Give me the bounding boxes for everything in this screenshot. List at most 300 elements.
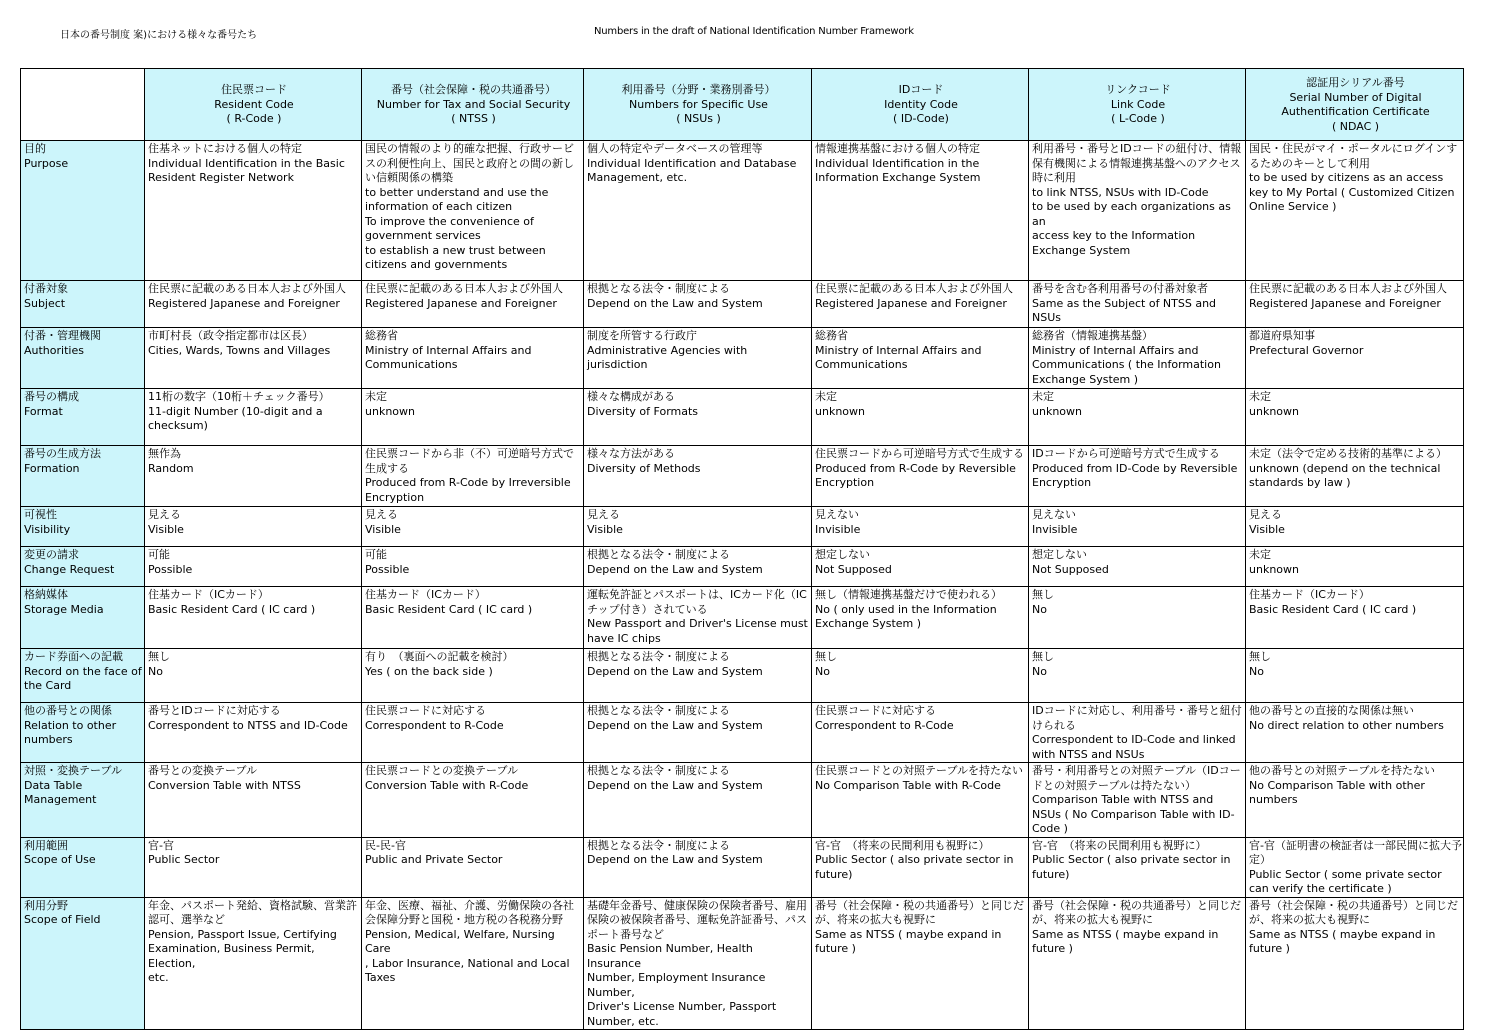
- row-label-japanese: 可視性: [24, 508, 57, 521]
- column-header-code: ( NDAC ): [1331, 119, 1380, 133]
- table-cell: [1246, 446, 1464, 507]
- table-cell: [812, 547, 1029, 587]
- table-cell: [812, 587, 1029, 649]
- cell-text-english: Registered Japanese and Foreigner: [148, 296, 340, 310]
- cell-text-japanese: 無し: [1032, 588, 1054, 601]
- cell-text-english: Visible: [148, 522, 184, 536]
- table-cell: [584, 703, 812, 763]
- table-cell: [1029, 763, 1246, 838]
- table-cell: [1246, 763, 1464, 838]
- table-cell: [1029, 649, 1246, 703]
- table-cell: [584, 837, 812, 897]
- row-label-english: Change Request: [24, 562, 115, 576]
- table-cell: [812, 837, 1029, 897]
- cell-text-english: Same as NTSS ( maybe expand in future ): [1249, 927, 1436, 955]
- cell-text-japanese: 根拠となる法令・制度による: [587, 282, 730, 295]
- cell-text-japanese: IDコードに対応し、利用番号・番号と紐付けられる: [1032, 704, 1242, 732]
- cell-text-japanese: 住民票コードから非（不）可逆暗号方式で生成する: [365, 447, 574, 475]
- cell-text-english: Visible: [365, 522, 401, 536]
- cell-text-english: Basic Resident Card ( IC card ): [1249, 602, 1417, 616]
- row-header: [21, 281, 145, 328]
- table-row: [21, 389, 1464, 446]
- cell-text-japanese: 住民票コードに対応する: [815, 704, 936, 717]
- cell-text-japanese: 未定: [1032, 390, 1054, 403]
- cell-text-english: Yes ( on the back side ): [365, 664, 493, 678]
- table-cell: [812, 649, 1029, 703]
- table-cell: [1246, 389, 1464, 446]
- cell-text-english: Produced from R-Code by Reversible Encryption: [815, 461, 1016, 489]
- cell-text-japanese: 年金、医療、福祉、介護、労働保険の各社会保障分野と国税・地方税の各税務分野: [365, 898, 574, 926]
- row-label-english: Relation to other numbers: [24, 718, 117, 746]
- table-cell: [145, 281, 362, 328]
- cell-text-english: Basic Resident Card ( IC card ): [365, 602, 533, 616]
- cell-text-japanese: 住民票に記載のある日本人および外国人: [1249, 282, 1447, 295]
- cell-text-english: Produced from R-Code by Irreversible Encryption: [365, 476, 571, 504]
- row-label-japanese: 目的: [24, 142, 46, 155]
- cell-text-english: Public Sector ( also private sector in future): [815, 853, 1014, 881]
- cell-text-english: Invisible: [1032, 522, 1078, 536]
- cell-text-english: Ministry of Internal Affairs and Communications: [365, 343, 532, 371]
- cell-text-japanese: 無し: [1249, 650, 1271, 663]
- table-cell: [584, 281, 812, 328]
- table-cell: [584, 897, 812, 1030]
- table-row: [21, 649, 1464, 703]
- cell-text-english: No: [148, 664, 163, 678]
- cell-text-english: Invisible: [815, 522, 861, 536]
- cell-text-japanese: 運転免許証とパスポートは、ICカード化（ICチップ付き）されている: [587, 588, 807, 616]
- cell-text-japanese: 見えない: [815, 508, 859, 521]
- cell-text-japanese: 総務省（情報連携基盤）: [1032, 329, 1153, 342]
- cell-text-english: unknown (depend on the technical standards by law ): [1249, 461, 1441, 489]
- table-cell: [812, 328, 1029, 389]
- cell-text-english: 11-digit Number (10-digit and a checksum): [148, 404, 323, 432]
- cell-text-english: Conversion Table with R-Code: [365, 778, 529, 792]
- row-label-japanese: 変更の請求: [24, 548, 79, 561]
- cell-text-japanese: 官-官 （将来の民間利用も視野に）: [815, 838, 990, 852]
- cell-text-japanese: 想定しない: [815, 548, 870, 561]
- cell-text-english: Depend on the Law and System: [587, 296, 763, 310]
- row-header: [21, 547, 145, 587]
- column-header: [584, 69, 812, 141]
- table-cell: [145, 446, 362, 507]
- table-cell: [1029, 446, 1246, 507]
- cell-text-english: No: [815, 664, 830, 678]
- table-cell: [145, 703, 362, 763]
- cell-text-english: Possible: [148, 562, 193, 576]
- table-cell: [812, 389, 1029, 446]
- column-header-code: ( R-Code ): [226, 112, 282, 126]
- row-header: [21, 446, 145, 507]
- cell-text-japanese: 様々な方法がある: [587, 447, 675, 460]
- row-header: [21, 141, 145, 281]
- table-cell: [1029, 703, 1246, 763]
- cell-text-english: Depend on the Law and System: [587, 562, 763, 576]
- table-cell: [1029, 281, 1246, 328]
- cell-text-english: Registered Japanese and Foreigner: [1249, 296, 1441, 310]
- table-cell: [362, 897, 584, 1030]
- row-label-english: Scope of Use: [24, 853, 96, 866]
- cell-text-japanese: 想定しない: [1032, 548, 1087, 561]
- cell-text-japanese: 無し: [815, 650, 837, 663]
- document-title-japanese: 日本の番号制度 案)における様々な番号たち: [60, 30, 258, 41]
- table-cell: [1029, 897, 1246, 1030]
- column-header-ja: リンクコード: [1105, 83, 1171, 97]
- table-cell: [1246, 141, 1464, 281]
- table-cell: [362, 587, 584, 649]
- table-cell: [145, 328, 362, 389]
- cell-text-japanese: 番号（社会保障・税の共通番号）と同じだが、将来の拡大も視野に: [1032, 898, 1241, 926]
- cell-text-japanese: 未定: [365, 390, 387, 403]
- cell-text-japanese: 根拠となる法令・制度による: [587, 548, 730, 561]
- table-body: [21, 141, 1464, 1030]
- column-header: [145, 69, 362, 141]
- table-cell: [362, 547, 584, 587]
- table-cell: [584, 446, 812, 507]
- cell-text-english: Correspondent to R-Code: [815, 718, 954, 732]
- header-row: [21, 69, 1464, 141]
- row-label-japanese: 利用分野: [24, 898, 68, 912]
- cell-text-english: Public Sector: [148, 853, 220, 866]
- cell-text-english: Same as NTSS ( maybe expand in future ): [815, 927, 1002, 955]
- cell-text-japanese: 根拠となる法令・制度による: [587, 704, 730, 717]
- column-header-en: Link Code: [1110, 97, 1166, 111]
- cell-text-english: Basic Resident Card ( IC card ): [148, 602, 316, 616]
- column-header: [1029, 69, 1246, 141]
- table-cell: [1246, 281, 1464, 328]
- table-row: [21, 507, 1464, 547]
- cell-text-japanese: 国民の情報のより的確な把握、行政サービスの利便性向上、国民と政府との間の新しい信頼関係の構築: [365, 142, 574, 184]
- cell-text-english: Diversity of Formats: [587, 404, 699, 418]
- column-header: [362, 69, 584, 141]
- column-header-en: Number for Tax and Social Security: [376, 97, 571, 111]
- cell-text-english: Ministry of Internal Affairs and Communications: [815, 343, 982, 371]
- cell-text-english: unknown: [1032, 404, 1082, 418]
- column-header: [1246, 69, 1464, 141]
- cell-text-english: Basic Pension Number, Health Insurance Number, Employment Insurance Number, Driver's License Number, Passport Number, etc.: [587, 942, 777, 1028]
- cell-text-japanese: 根拠となる法令・制度による: [587, 764, 730, 777]
- cell-text-english: Public Sector ( some private sector can verify the certificate ): [1249, 867, 1442, 895]
- cell-text-japanese: 11桁の数字（10桁＋チェック番号）: [148, 390, 330, 403]
- table-cell: [1029, 837, 1246, 897]
- cell-text-japanese: 住基カード（ICカード）: [1249, 588, 1370, 601]
- table-cell: [1246, 328, 1464, 389]
- cell-text-english: Registered Japanese and Foreigner: [365, 296, 557, 310]
- table-cell: [145, 763, 362, 838]
- row-label-english: Purpose: [24, 156, 69, 170]
- cell-text-english: Produced from ID-Code by Reversible Encryption: [1032, 461, 1238, 489]
- table-cell: [145, 547, 362, 587]
- cell-text-english: Not Supposed: [815, 562, 892, 576]
- table-cell: [812, 897, 1029, 1030]
- column-header-ja: 住民票コード: [221, 83, 287, 97]
- table-cell: [1029, 141, 1246, 281]
- column-header-code: ( L-Code ): [1111, 112, 1165, 126]
- cell-text-english: Same as the Subject of NTSS and NSUs: [1032, 296, 1217, 324]
- cell-text-japanese: 都道府県知事: [1249, 329, 1315, 342]
- cell-text-english: Same as NTSS ( maybe expand in future ): [1032, 927, 1219, 955]
- cell-text-japanese: 番号（社会保障・税の共通番号）と同じだが、将来の拡大も視野に: [815, 898, 1024, 926]
- table-row: [21, 547, 1464, 587]
- row-header: [21, 837, 145, 897]
- row-label-japanese: 格納媒体: [24, 588, 68, 601]
- table-cell: [1246, 507, 1464, 547]
- row-label-english: Scope of Field: [24, 913, 101, 926]
- cell-text-english: No: [1032, 602, 1047, 616]
- cell-text-japanese: 無し: [1032, 650, 1054, 663]
- row-label-english: Visibility: [24, 522, 71, 536]
- cell-text-japanese: 民-民-官: [365, 838, 406, 852]
- column-header-en: Serial Number of Digital Authentification Certificate: [1281, 90, 1430, 118]
- table-cell: [812, 507, 1029, 547]
- cell-text-english: unknown: [815, 404, 865, 418]
- table-cell: [1029, 389, 1246, 446]
- row-label-english: Subject: [24, 296, 66, 310]
- cell-text-english: Correspondent to NTSS and ID-Code: [148, 718, 348, 732]
- cell-text-japanese: 住民票コードとの対照テーブルを持たない: [815, 764, 1024, 777]
- table-row: [21, 141, 1464, 281]
- cell-text-japanese: 住民票コードから可逆暗号方式で生成する: [815, 447, 1024, 460]
- table-row: [21, 328, 1464, 389]
- cell-text-english: Cities, Wards, Towns and Villages: [148, 343, 331, 357]
- cell-text-japanese: 見える: [587, 508, 620, 521]
- cell-text-english: Administrative Agencies with jurisdiction: [587, 343, 748, 371]
- column-header-ja: IDコード: [898, 83, 944, 97]
- cell-text-japanese: 根拠となる法令・制度による: [587, 838, 730, 852]
- cell-text-japanese: IDコードから可逆暗号方式で生成する: [1032, 447, 1220, 460]
- table-cell: [1029, 328, 1246, 389]
- cell-text-japanese: 様々な構成がある: [587, 390, 675, 403]
- cell-text-japanese: 未定: [815, 390, 837, 403]
- table-row: [21, 446, 1464, 507]
- cell-text-english: Diversity of Methods: [587, 461, 701, 475]
- row-label-japanese: 番号の構成: [24, 390, 79, 403]
- cell-text-japanese: 番号（社会保障・税の共通番号）と同じだが、将来の拡大も視野に: [1249, 898, 1458, 926]
- table-cell: [1246, 587, 1464, 649]
- cell-text-japanese: 可能: [148, 548, 170, 561]
- cell-text-english: Public and Private Sector: [365, 853, 503, 866]
- table-cell: [1029, 507, 1246, 547]
- cell-text-japanese: 住民票コードに対応する: [365, 704, 486, 717]
- cell-text-english: Pension, Passport Issue, Certifying Examination, Business Permit, Election, etc.: [148, 927, 337, 984]
- cell-text-english: Depend on the Law and System: [587, 664, 763, 678]
- cell-text-japanese: 他の番号との直接的な関係は無い: [1249, 704, 1414, 717]
- table-cell: [812, 703, 1029, 763]
- row-header: [21, 763, 145, 838]
- row-header: [21, 587, 145, 649]
- cell-text-japanese: 他の番号との対照テーブルを持たない: [1249, 764, 1436, 777]
- table-cell: [145, 897, 362, 1030]
- cell-text-japanese: 番号・利用番号との対照テーブル（IDコードとの対照テーブルは持たない）: [1032, 764, 1241, 792]
- cell-text-english: Registered Japanese and Foreigner: [815, 296, 1007, 310]
- table-row: [21, 897, 1464, 1030]
- table-cell: [145, 587, 362, 649]
- cell-text-english: Ministry of Internal Affairs and Communications ( the Information Exchange System ): [1032, 343, 1221, 386]
- cell-text-japanese: 官-官（証明書の検証者は一部民間に拡大予定）: [1249, 838, 1462, 866]
- cell-text-english: Depend on the Law and System: [587, 778, 763, 792]
- cell-text-japanese: 無作為: [148, 447, 181, 460]
- table-row: [21, 763, 1464, 838]
- cell-text-english: No Comparison Table with other numbers: [1249, 778, 1425, 806]
- table-row: [21, 837, 1464, 897]
- cell-text-english: to link NTSS, NSUs with ID-Code to be used by each organizations as an access key to the Information Exchange System: [1032, 185, 1231, 257]
- column-header-code: ( NTSS ): [451, 112, 496, 126]
- cell-text-english: unknown: [1249, 562, 1299, 576]
- table-cell: [145, 507, 362, 547]
- cell-text-english: unknown: [1249, 404, 1299, 418]
- cell-text-japanese: 官-官 （将来の民間利用も視野に）: [1032, 838, 1207, 852]
- cell-text-japanese: 見えない: [1032, 508, 1076, 521]
- cell-text-japanese: 未定（法令で定める技術的基準による）: [1249, 447, 1447, 460]
- cell-text-english: Conversion Table with NTSS: [148, 778, 301, 792]
- table-cell: [812, 763, 1029, 838]
- cell-text-japanese: 住基ネットにおける個人の特定: [148, 142, 302, 155]
- cell-text-japanese: 住民票に記載のある日本人および外国人: [365, 282, 563, 295]
- table-cell: [362, 281, 584, 328]
- row-label-japanese: 利用範囲: [24, 838, 68, 852]
- cell-text-english: No direct relation to other numbers: [1249, 718, 1444, 732]
- cell-text-english: No: [1249, 664, 1264, 678]
- row-label-japanese: 付番・管理機関: [24, 329, 101, 342]
- table-cell: [584, 547, 812, 587]
- cell-text-japanese: 無し: [148, 650, 170, 663]
- cell-text-japanese: 無し（情報連携基盤だけで使われる）: [815, 588, 1002, 601]
- cell-text-english: Prefectural Governor: [1249, 343, 1364, 357]
- cell-text-english: Correspondent to R-Code: [365, 718, 504, 732]
- cell-text-english: Public Sector ( also private sector in future): [1032, 853, 1231, 881]
- table-cell: [362, 703, 584, 763]
- table-cell: [145, 649, 362, 703]
- cell-text-english: Depend on the Law and System: [587, 853, 763, 866]
- cell-text-english: Random: [148, 461, 194, 475]
- table-cell: [584, 587, 812, 649]
- cell-text-english: No: [1032, 664, 1047, 678]
- table-cell: [362, 446, 584, 507]
- row-label-english: Data Table Management: [24, 778, 97, 806]
- table-cell: [1246, 547, 1464, 587]
- cell-text-english: No Comparison Table with R-Code: [815, 778, 1001, 792]
- table-cell: [362, 763, 584, 838]
- table-cell: [584, 507, 812, 547]
- cell-text-japanese: 番号との変換テーブル: [148, 764, 258, 777]
- table-cell: [362, 649, 584, 703]
- cell-text-english: Individual Identification in the Information Exchange System: [815, 156, 981, 184]
- number-framework-table: [20, 68, 1464, 1030]
- cell-text-english: unknown: [365, 404, 415, 418]
- cell-text-japanese: 番号とIDコードに対応する: [148, 704, 281, 717]
- cell-text-english: Possible: [365, 562, 410, 576]
- cell-text-english: Visible: [1249, 522, 1285, 536]
- row-label-english: Format: [24, 404, 63, 418]
- row-header: [21, 328, 145, 389]
- table-cell: [1029, 587, 1246, 649]
- cell-text-english: Comparison Table with NTSS and NSUs ( No Comparison Table with ID- Code ): [1032, 793, 1235, 835]
- table-cell: [812, 141, 1029, 281]
- table-cell: [584, 763, 812, 838]
- row-header: [21, 389, 145, 446]
- cell-text-english: New Passport and Driver's License must have IC chips: [587, 617, 808, 645]
- row-label-english: Authorities: [24, 343, 84, 357]
- cell-text-japanese: 未定: [1249, 548, 1271, 561]
- cell-text-english: Individual Identification in the Basic Resident Register Network: [148, 156, 345, 184]
- cell-text-japanese: 総務省: [815, 329, 848, 342]
- cell-text-english: Depend on the Law and System: [587, 718, 763, 732]
- row-label-japanese: 他の番号との関係: [24, 704, 112, 717]
- table-cell: [812, 281, 1029, 328]
- cell-text-japanese: 住民票に記載のある日本人および外国人: [815, 282, 1013, 295]
- cell-text-english: Visible: [587, 522, 623, 536]
- cell-text-japanese: 見える: [148, 508, 181, 521]
- cell-text-japanese: 可能: [365, 548, 387, 561]
- cell-text-japanese: 制度を所管する行政庁: [587, 329, 697, 342]
- row-header: [21, 703, 145, 763]
- cell-text-japanese: 総務省: [365, 329, 398, 342]
- cell-text-japanese: 番号を含む各利用番号の付番対象者: [1032, 282, 1208, 295]
- table-cell: [1246, 649, 1464, 703]
- row-label-japanese: 付番対象: [24, 282, 68, 295]
- cell-text-japanese: 根拠となる法令・制度による: [587, 650, 730, 663]
- table-cell: [362, 141, 584, 281]
- cell-text-japanese: 個人の特定やデータベースの管理等: [587, 142, 763, 155]
- cell-text-japanese: 住民票コードとの変換テーブル: [365, 764, 519, 777]
- column-header-ja: 認証用シリアル番号: [1306, 76, 1405, 89]
- row-label-english: Formation: [24, 461, 80, 475]
- table-cell: [1029, 547, 1246, 587]
- cell-text-japanese: 有り （裏面への記載を検討）: [365, 650, 514, 663]
- row-label-japanese: カード券面への記載: [24, 650, 123, 663]
- cell-text-japanese: 官-官: [148, 838, 174, 852]
- table-cell: [1246, 703, 1464, 763]
- column-header-ja: 番号（社会保障・税の共通番号）: [391, 83, 556, 97]
- cell-text-english: Individual Identification and Database Management, etc.: [587, 156, 797, 184]
- column-header-code: ( ID-Code): [893, 112, 949, 126]
- cell-text-english: Not Supposed: [1032, 562, 1109, 576]
- cell-text-japanese: 見える: [1249, 508, 1282, 521]
- table-cell: [362, 328, 584, 389]
- column-header-ja: 利用番号（分野・業務別番号）: [621, 83, 776, 97]
- table-row: [21, 587, 1464, 649]
- cell-text-japanese: 国民・住民がマイ・ポータルにログインするためのキーとして利用: [1249, 142, 1458, 170]
- cell-text-japanese: 市町村長（政令指定都市は区長）: [148, 329, 313, 342]
- table-cell: [584, 389, 812, 446]
- column-header-en: Resident Code: [214, 97, 294, 111]
- row-header: [21, 649, 145, 703]
- cell-text-japanese: 未定: [1249, 390, 1271, 403]
- corner-cell: [21, 69, 145, 141]
- column-header-code: ( NSUs ): [676, 112, 721, 126]
- table-cell: [584, 649, 812, 703]
- cell-text-english: Pension, Medical, Welfare, Nursing Care , Labor Insurance, National and Local Taxes: [365, 927, 570, 984]
- cell-text-japanese: 利用番号・番号とIDコードの紐付け、情報保有機関による情報連携基盤へのアクセス時に利用: [1032, 142, 1242, 184]
- cell-text-english: to better understand and use the information of each citizen To improve the convenience of government services to establish a new trust between citizens and governments: [365, 185, 549, 271]
- cell-text-japanese: 住基カード（ICカード）: [365, 588, 486, 601]
- table-cell: [362, 837, 584, 897]
- row-label-english: Record on the face of the Card: [24, 664, 142, 692]
- row-label-japanese: 対照・変換テーブル: [24, 764, 123, 777]
- cell-text-japanese: 基礎年金番号、健康保険の保険者番号、雇用保険の被保険者番号、運転免許証番号、パスポート番号など: [587, 898, 807, 941]
- cell-text-english: Correspondent to ID-Code and linked with NTSS and NSUs: [1032, 733, 1236, 761]
- table-cell: [145, 837, 362, 897]
- cell-text-japanese: 住基カード（ICカード）: [148, 588, 269, 601]
- table-row: [21, 281, 1464, 328]
- column-header-en: Numbers for Specific Use: [629, 97, 768, 111]
- table-cell: [362, 389, 584, 446]
- table-cell: [145, 389, 362, 446]
- cell-text-japanese: 住民票に記載のある日本人および外国人: [148, 282, 346, 295]
- row-label-japanese: 番号の生成方法: [24, 447, 101, 460]
- table-cell: [1246, 897, 1464, 1030]
- row-header: [21, 507, 145, 547]
- cell-text-japanese: 年金、パスポート発給、資格試験、営業許認可、選挙など: [148, 898, 357, 926]
